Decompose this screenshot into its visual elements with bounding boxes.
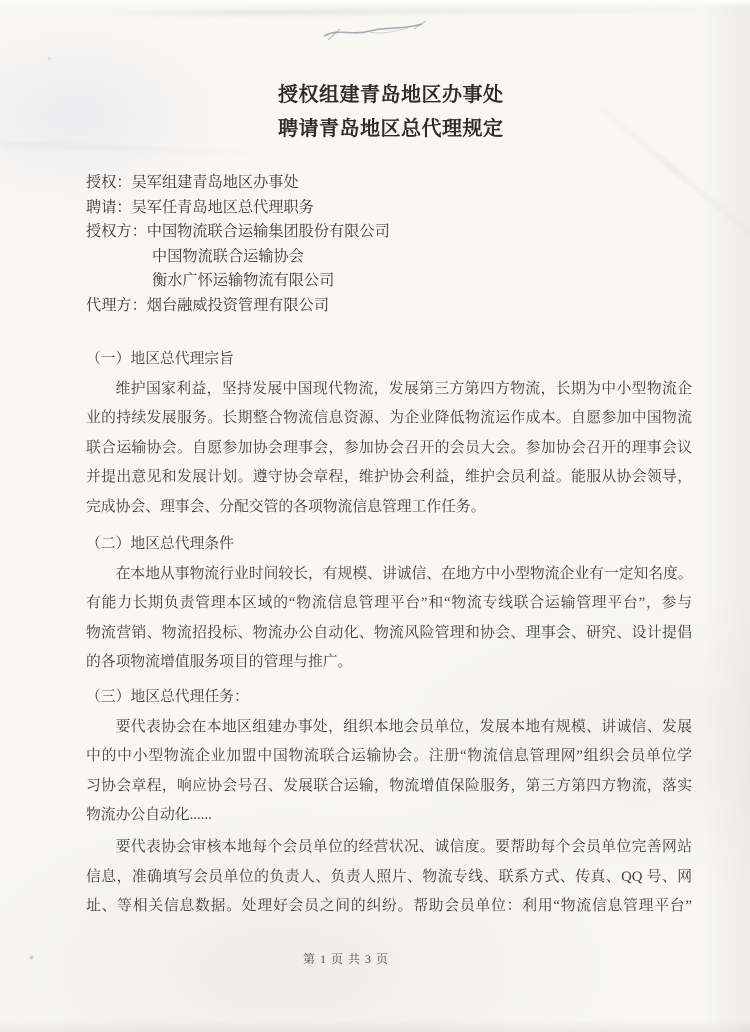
meta-line: 授权方：中国物流联合运输集团股份有限公司	[86, 223, 390, 241]
page-number: 第 1 页 共 3 页	[302, 952, 389, 966]
scan-speck	[48, 57, 51, 60]
text-line: 习协会章程，响应协会号召、发展联合运输，物流增值保险服务，第三方第四方物流，落实	[86, 777, 692, 794]
meta-line: 衡水广怀运输物流有限公司	[152, 272, 335, 290]
text-line: 有能力长期负责管理本区域的“物流信息管理平台”和“物流专线联合运输管理平台”，参与	[86, 595, 692, 611]
title-line: 聘请青岛地区总代理规定	[278, 118, 504, 140]
document-body	[86, 345, 692, 922]
paragraph	[86, 560, 692, 678]
meta-line: 中国物流联合运输协会	[152, 247, 304, 265]
text-line: 联合运输协会。自愿参加协会理事会，参加协会召开的会员大会。参加协会召开的理事会议	[86, 439, 692, 456]
text-line: 的各项物流增值服务项目的管理与推广。	[86, 654, 353, 670]
meta-line: 授权：吴军组建青岛地区办事处	[86, 174, 299, 191]
pencil-mark	[318, 14, 438, 48]
text-line: 中的中小型物流企业加盟中国物流联合运输协会。注册“物流信息管理网”组织会员单位学	[86, 748, 692, 764]
section	[86, 345, 692, 522]
text-line: 并提出意见和发展计划。遵守协会章程，维护协会利益，维护会员利益。能服从协会领导，	[86, 469, 692, 485]
text-line: 址、等相关信息数据。处理好会员之间的纠纷。帮助会员单位：利用“物流信息管理平台”	[86, 898, 692, 914]
text-line: 物流办公自动化......	[86, 807, 212, 823]
section	[86, 683, 692, 922]
paragraph	[86, 713, 692, 831]
paper-crease-left	[0, 143, 300, 155]
authorization-info	[86, 171, 390, 319]
text-line: 维护国家利益，坚持发展中国现代物流，发展第三方第四方物流，长期为中小型物流企	[115, 380, 692, 397]
text-line: 要代表协会在本地区组建办事处，组织本地会员单位，发展本地有规模、讲诚信、发展	[115, 718, 692, 735]
section-heading: （一）地区总代理宗旨	[86, 351, 234, 367]
paper-crease-top-right	[597, 105, 750, 235]
section	[86, 530, 692, 678]
text-line: 要代表协会审核本地每个会员单位的经营状况、诚信度。要帮助每个会员单位完善网站	[115, 839, 692, 855]
meta-line: 聘请：吴军任青岛地区总代理职务	[86, 198, 314, 216]
paragraph	[86, 833, 692, 922]
text-line: 业的持续发展服务。长期整合物流信息资源、为企业降低物流运作成本。自愿参加中国物流	[86, 410, 692, 426]
section-heading: （三）地区总代理任务：	[86, 689, 249, 705]
title-line: 授权组建青岛地区办事处	[278, 84, 504, 106]
meta-line: 代理方：烟台融威投资管理有限公司	[86, 296, 329, 314]
paragraph	[86, 375, 692, 523]
text-line: 完成协会、理事会、分配交管的各项物流信息管理工作任务。	[86, 498, 486, 515]
text-line: 在本地从事物流行业时间较长，有规模、讲诚信、在地方中小型物流企业有一定知名度。	[115, 565, 693, 582]
document-title	[278, 78, 504, 146]
section-heading: （二）地区总代理条件	[86, 536, 234, 552]
text-line: 物流营销、物流招投标、物流办公自动化、物流风险管理和协会、理事会、研究、设计提倡	[86, 624, 692, 641]
text-line: 信息，准确填写会员单位的负责人、负责人照片、物流专线、联系方式、传真、QQ 号、网	[86, 868, 692, 885]
